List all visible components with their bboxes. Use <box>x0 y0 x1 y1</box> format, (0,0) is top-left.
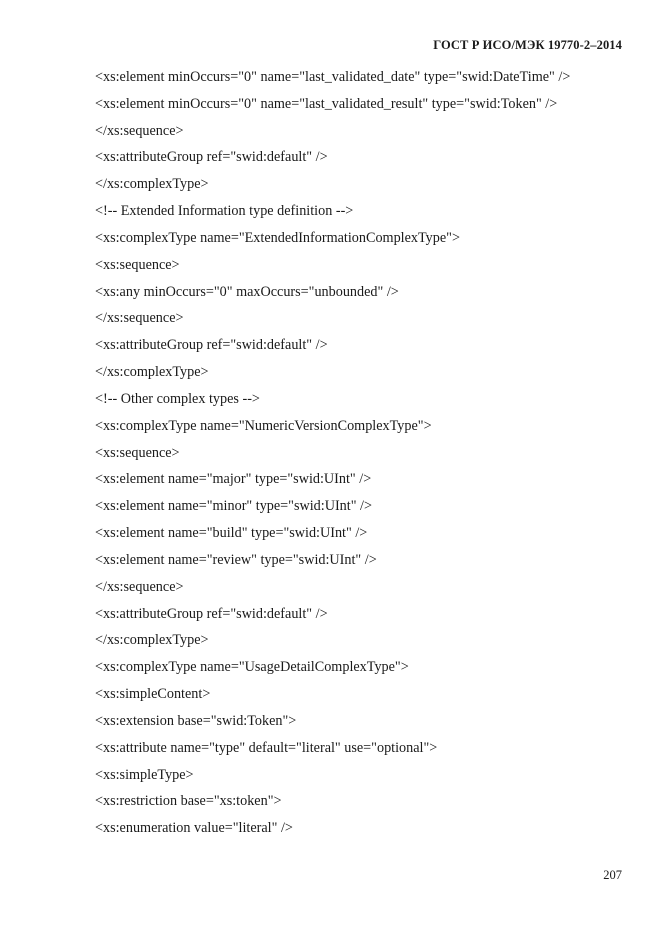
code-line: </xs:complexType> <box>95 176 209 193</box>
page-number: 207 <box>603 868 622 882</box>
code-line: <xs:sequence> <box>95 256 180 273</box>
code-line: </xs:complexType> <box>95 632 209 649</box>
code-line: <xs:complexType name="NumericVersionComplexType"> <box>95 417 432 434</box>
code-line: <xs:restriction base="xs:token"> <box>95 793 282 810</box>
code-line: <xs:attributeGroup ref="swid:default" /> <box>95 337 328 354</box>
code-line: <xs:element minOccurs="0" name="last_validated_date" type="swid:DateTime" /> <box>95 69 571 85</box>
code-line: </xs:sequence> <box>95 122 184 139</box>
xml-code-listing <box>95 68 570 846</box>
code-line: </xs:sequence> <box>95 578 184 595</box>
code-line: <xs:extension base="swid:Token"> <box>95 712 297 729</box>
code-line: <xs:complexType name="UsageDetailComplexType"> <box>95 659 409 676</box>
code-line: <xs:attributeGroup ref="swid:default" /> <box>95 149 328 166</box>
code-line: <xs:simpleType> <box>95 766 194 783</box>
code-line: <!-- Extended Information type definition --> <box>95 203 354 220</box>
code-line: <xs:element minOccurs="0" name="last_validated_result" type="swid:Token" /> <box>95 95 558 112</box>
code-line: <xs:element name="minor" type="swid:UInt" /> <box>95 498 373 515</box>
code-line: <!-- Other complex types --> <box>95 390 260 407</box>
code-line: <xs:enumeration value="literal" /> <box>95 820 293 837</box>
code-line: <xs:simpleContent> <box>95 686 211 703</box>
code-line: <xs:attributeGroup ref="swid:default" /> <box>95 605 328 622</box>
code-line: <xs:element name="major" type="swid:UInt" /> <box>95 471 372 488</box>
code-line: <xs:sequence> <box>95 444 180 461</box>
code-line: <xs:any minOccurs="0" maxOccurs="unbounded" /> <box>95 283 399 300</box>
code-line: <xs:element name="build" type="swid:UInt" /> <box>95 525 368 542</box>
code-line: </xs:complexType> <box>95 364 209 381</box>
code-line: </xs:sequence> <box>95 310 184 327</box>
code-line: <xs:attribute name="type" default="literal" use="optional"> <box>95 739 438 756</box>
page-header-standard: ГОСТ Р ИСО/МЭК 19770-2–2014 <box>433 38 622 52</box>
code-line: <xs:element name="review" type="swid:UInt" /> <box>95 551 377 568</box>
code-line: <xs:complexType name="ExtendedInformationComplexType"> <box>95 229 460 246</box>
